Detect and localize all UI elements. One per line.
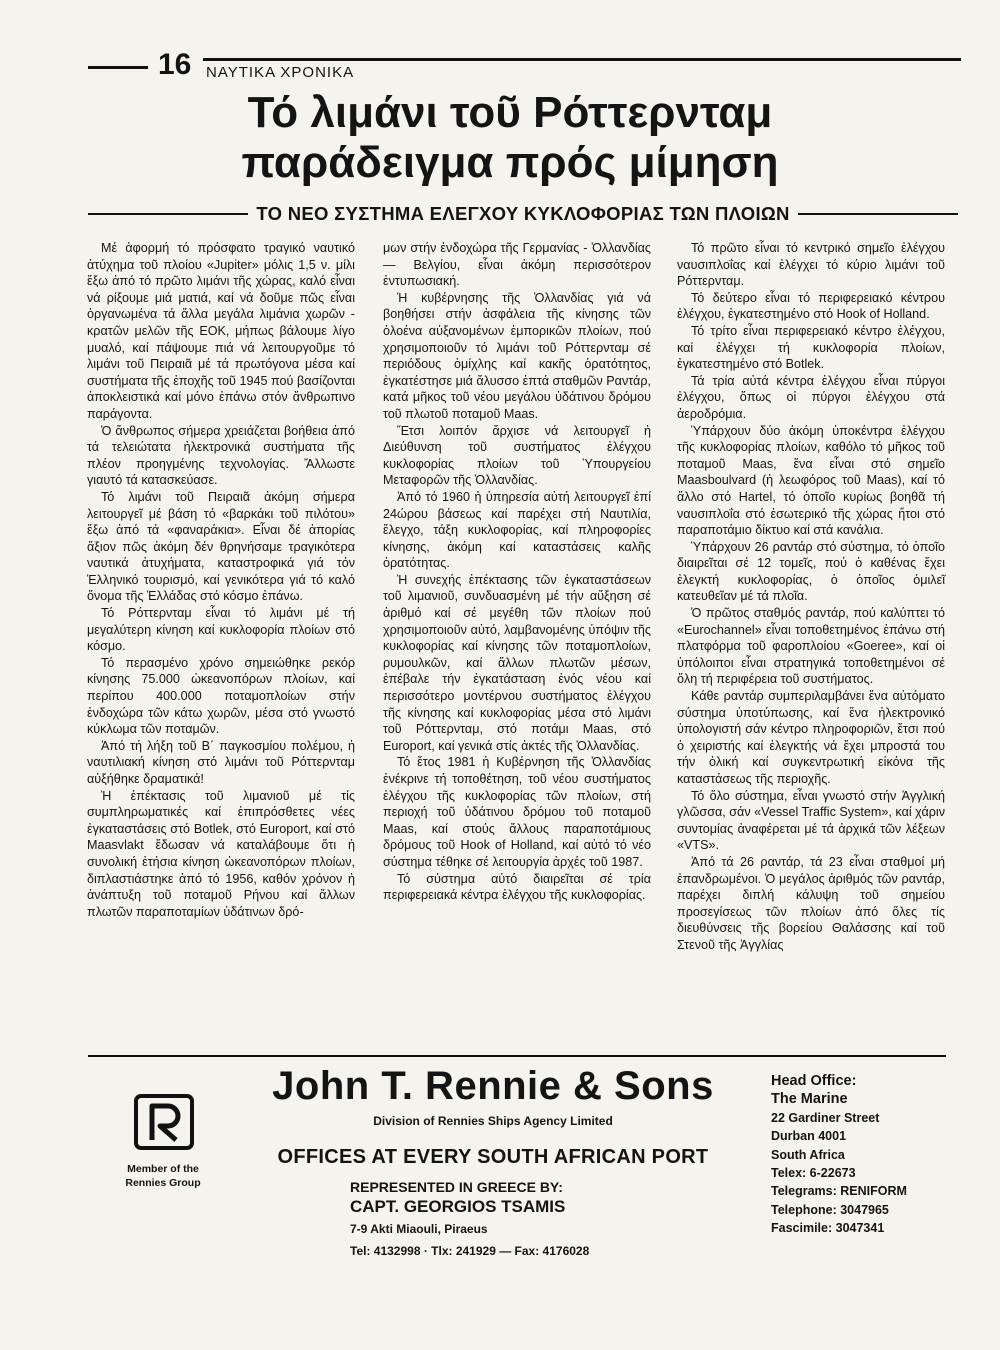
paragraph: Τό δεύτερο εἶναι τό περιφερειακό κέντρου ἐλέγχου, ἐγκατεστημένο στό Hook of Holland.: [677, 290, 945, 322]
paragraph: Ὁ ἄνθρωπος σήμερα χρειάζεται βοήθεια ἀπό τά τελειώτατα ἠλεκτρονικά συστήματα τῆς πλέον προηγμένης τεχνολογίας. Ἄλλωστε γιαυτό τά κατασκεύασε.: [87, 423, 355, 488]
paragraph: Κάθε ραντάρ συμπεριλαμβάνει ἕνα αὐτόματο σύστημα ὑποτύπωσης, καί ἕνα ἠλεκτρονικό ὑπολογιστή σάν κέντρο πληροφοριῶν, ἔτσι πού ὁ χειριστής καί ἐλεγκτής νά ἔχει μπροστά του τήν ὁλική καί συγκεντρωτική εἰκόνα τῆς καταστάσεως τῆς περιοχῆς.: [677, 689, 945, 786]
advert-separator: [88, 1055, 946, 1057]
article-title: [100, 88, 920, 188]
paragraph: Ἡ κυβέρνησης τῆς Ὀλλανδίας γιά νά βοηθήσει στήν ἀσφάλεια τῆς κίνησης τῶν ὁλοένα αὐξανομένων ἐμπορικῶν πλοίων, πού χρησιμοποιοῦν τό λιμάνι τοῦ Ρόττερνταμ σέ περιόδους ὁμίχλης καί κακῆς ὁρατότητος, ἐγκατέστησε μιά ἄλυσσο ἑπτά σταθμῶν Ραντάρ, κατά μῆκος τοῦ νέου μεγάλου ὑδάτινου δρόμου τοῦ πλωτοῦ ποταμοῦ Maas.: [383, 290, 651, 421]
ad-contacts: Tel: 4132998 · Tlx: 241929 — Fax: 4176028: [350, 1244, 590, 1258]
paragraph: Τό σύστημα αὐτό διαιρεῖται σέ τρία περιφερειακά κέντρα ἐλέγχου τῆς κυκλοφορίας.: [383, 871, 651, 903]
head-office-block: [771, 1072, 961, 1238]
head-office-name: The Marine: [771, 1091, 848, 1108]
ad-offices: OFFICES AT EVERY SOUTH AFRICAN PORT: [277, 1146, 709, 1168]
head-office-city: Durban 4001: [771, 1129, 847, 1144]
subtitle-rule-right: [798, 213, 958, 215]
paragraph: Μέ ἀφορμή τό πρόσφατο τραγικό ναυτικό ἀτύχημα τοῦ πλοίου «Jupiter» μόλις 1,5 ν. μίλι ἔξω ἀπό τό πρῶτο λιμάνι τῆς χώρας, καλό εἶναι νά ρίξουμε μιά ματιά, καί νά δοῦμε πῶς εἶναι ὀργανωμένα τά ἄλλα μεγάλα λιμάνια χωρῶν - κρατῶν μελῶν τῆς ΕΟΚ, μήπως βάλουμε λίγο μυαλό, καί πάψουμε πιά νά λειτουργοῦμε τό λιμάνι τοῦ Πειραιᾶ μέ τά πρωτόγονα μέσα καί συστήματα τῆς ἐποχῆς τοῦ 1945 πού βασίζονται ἀποκλειστικά καί μόνο ἐπάνω στόν ἄνθρωπινο παράγοντα.: [87, 241, 355, 421]
member-line: Rennies Group: [125, 1177, 201, 1189]
header-rule: [203, 58, 961, 61]
ad-represented: REPRESENTED IN GREECE BY:: [350, 1179, 563, 1195]
paragraph: Ἀπό τή λήξη τοῦ Β΄ παγκοσμίου πολέμου, ἡ ναυτιλιακή κίνηση στό λιμάνι τοῦ Ρόττερνταμ αὐξήθηκε δραματικά!: [87, 738, 355, 786]
member-line: Member of the: [127, 1163, 199, 1175]
head-office-facsimile: Fascimile: 3047341: [771, 1221, 885, 1236]
head-office-telephone: Telephone: 3047965: [771, 1202, 889, 1217]
page-number: 16: [158, 48, 192, 81]
magazine-name: ΝΑΥΤΙΚΑ ΧΡΟΝΙΚΑ: [206, 64, 355, 81]
paragraph: Τά τρία αὐτά κέντρα ἐλέγχου εἶναι πύργοι ἐλέγχου, ὅπως οἱ πύργοι ἐλέγχου στά ἀεροδρόμια.: [677, 373, 945, 421]
paragraph: Τό τρίτο εἶναι περιφερειακό κέντρο ἐλέγχου, καί ἐλέγχει τή κυκλοφορία πλοίων, ἐγκατεστημένο στό Botlek.: [677, 323, 945, 372]
subtitle-bar: [88, 202, 958, 226]
paragraph: Τό περασμένο χρόνο σημειώθηκε ρεκόρ κίνησης 75.000 ὠκεανοπόρων πλοίων, καί περίπου 400.000 ποταμοπλοίων στήν ἐνδοχώρα τῶν κάτω χωρῶν, μέσα στό γνωστό κύκλωμα τῶν ποταμῶν.: [87, 655, 355, 737]
paragraph: Τό πρῶτο εἶναι τό κεντρικό σημεῖο ἐλέγχου ναυσιπλοΐας καί ἐλέγχει τό κύριο λιμάνι τοῦ Ρόττερνταμ.: [677, 241, 945, 289]
paragraph: Τό ἔτος 1981 ἡ Κυβέρνηση τῆς Ὀλλανδίας ἐνέκρινε τή τοποθέτηση, τοῦ νέου συστήματος ἐλέγχου τῆς κυκλοφορίας τῶν πλοίων, στή περιοχή τοῦ ὑδάτινου δρόμου τοῦ ποταμοῦ Maas, καί στούς ἄλλους παραποτάμιους δρόμους τοῦ Hook of Holland, καί αὐτό τό νέο σύστημα τέθηκε σέ λειτουργία ἀρχές τοῦ 1987.: [383, 755, 651, 869]
ad-address: 7-9 Akti Miaouli, Piraeus: [350, 1222, 488, 1236]
head-office-country: South Africa: [771, 1147, 845, 1162]
title-line-1: Τό λιμάνι τοῦ Ρόττερνταμ: [247, 88, 773, 137]
text-column-2: [383, 240, 651, 904]
head-office-telex: Telex: 6-22673: [771, 1166, 856, 1181]
paragraph: Ὑπάρχουν 26 ραντάρ στό σύστημα, τό ὁποῖο διαιρεῖται σέ 12 τομεῖς, πού ὁ καθένας ἔχει ἐλεγκτή κυκλοφορίας, ὁ ὁποῖος ὁμιλεῖ κατευθεῖαν μέ τά πλοῖα.: [677, 539, 945, 604]
member-note: [100, 1162, 226, 1190]
ad-division: Division of Rennies Ships Agency Limited: [373, 1114, 613, 1128]
paragraph: Ἀπό τά 26 ραντάρ, τά 23 εἶναι σταθμοί μή ἐπανδρωμένοι. Ὁ μεγάλος ἀριθμός τῶν ραντάρ, παρέχει διπλή κάλυψη τοῦ σημείου προσεγίσεως τῶν πλοίων ἀπό ὅλες τίς διευθύνσεις τῆς βορείου Θαλάσσης καί τοῦ Στενοῦ τῆς Ἀγγλίας: [677, 854, 945, 952]
paragraph: Ὑπάρχουν δύο ἀκόμη ὑποκέντρα ἐλέγχου τῆς κυκλοφορίας πλοίων, καθόλο τό μῆκος τοῦ ποταμοῦ Maas, ἕνα εἶναι στό σημεῖο Maasboulvard (ἡ λεωφόρος τοῦ Maas), καί τό ἄλλο στό Hartel, τό ὁποῖο κυρίως βοηθᾶ τή ναυσιπλοΐα στό ἐσωτερικό τῆς χώρας ἤτοι στό παραποτάμιο δίκτυο καί στά κανάλια.: [677, 423, 945, 538]
title-line-2: παράδειγμα πρός μίμηση: [241, 138, 779, 187]
paragraph: Τό Ρόττερνταμ εἶναι τό λιμάνι μέ τή μεγαλύτερη κίνηση καί κυκλοφορία πλοίων στό κόσμο.: [87, 606, 355, 654]
head-office-telegrams: Telegrams: RENIFORM: [771, 1184, 907, 1199]
ad-company-name: John T. Rennie & Sons: [272, 1064, 714, 1108]
paragraph: μων στήν ἐνδοχώρα τῆς Γερμανίας - Ὀλλανδίας — Βελγίου, εἶναι ἀκόμη περισσότερον ἐντυπωσιακή.: [383, 241, 651, 289]
paragraph: Τό λιμάνι τοῦ Πειραιᾶ ἀκόμη σήμερα λειτουργεῖ μέ βάση τό «βαρκάκι τοῦ πιλότου» ἔξω ἀπό τά «φαναράκια». Εἶναι δέ ἀπορίας ἄξιον πῶς ἀκόμη δέν θρηνήσαμε τραγικότερα ναυτικά ἀτυχήματα, καταστροφικά γιά τόν Ἑλληνικό τουρισμό, καί γενικότερα γιά τό καλό ὄνομα τῆς Ἑλλάδας στό κόσμο ἐπάνω.: [87, 489, 355, 604]
head-office-label: Head Office:: [771, 1073, 857, 1089]
paragraph: Ἀπό τό 1960 ἡ ὑπηρεσία αὐτή λειτουργεῖ ἐπί 24ώρου βάσεως καί παρέχει στή Ναυτιλία, ἔλεγχο, τάξη κυκλοφορίας, καί πληροφορίες κίνησης, ἀκόμη καί καταστάσεις καλῆς ὁρατότητας.: [383, 489, 651, 571]
subtitle-rule-left: [88, 213, 248, 215]
head-office-street: 22 Gardiner Street: [771, 1110, 880, 1125]
rennies-logo-icon: [132, 1088, 196, 1152]
article-subtitle: ΤΟ ΝΕΟ ΣΥΣΤΗΜΑ ΕΛΕΓΧΟΥ ΚΥΚΛΟΦΟΡΙΑΣ ΤΩΝ ΠΛΟΙΩΝ: [256, 203, 790, 224]
ad-captain: CAPT. GEORGIOS TSAMIS: [350, 1197, 566, 1216]
header-left-rule: [88, 66, 148, 69]
paragraph: Τό ὅλο σύστημα, εἶναι γνωστό στήν Ἀγγλική γλῶσσα, σάν «Vessel Traffic System», καί χάριν συντομίας ἀναφέρεται μέ τά ἀρχικά τῶν λέξεων «VTS».: [677, 788, 945, 853]
text-column-3: [677, 240, 945, 954]
paragraph: Ἔτσι λοιπόν ἄρχισε νά λειτουργεῖ ἡ Διεύθυνση τοῦ συστήματος ἐλέγχου κυκλοφορίας πλοίων τοῦ Ὑπουργείου Μεταφορῶν τῆς Ὀλλανδίας.: [383, 423, 651, 488]
paragraph: Ὁ πρῶτος σταθμός ραντάρ, πού καλύπτει τό «Eurochannel» εἶναι τοποθετημένος ἐπάνω στή πλατφόρμα τοῦ φαροπλοίου «Goeree», καί οἱ ὑπόλοιποι εἶναι στρατηγικά τοποθετημένοι σέ ὅλη τή περιφέρεια τοῦ συστήματος.: [677, 606, 945, 687]
paragraph: Ἡ ἐπέκτασις τοῦ λιμανιοῦ μέ τίς συμπληρωματικές καί ἐπιπρόσθετες νέες ἐγκαταστάσεις στό Botlek, στό Europort, καί στό Maasvlakt ἔδωσαν νά καταλάβουμε ὅτι ἡ συνολική ἐτήσια κίνηση ὠκεανοπόρων πλοίων, διπλαστιάστηκε ἀπό τό 1956, καθόν χρόνον ἡ ἀνάπτυξη τοῦ ποταμοῦ Ρήνου καί ἄλλων πλωτῶν παραποταμίων ὑδάτινων δρό-: [87, 788, 355, 919]
paragraph: Ἡ συνεχής ἐπέκτασης τῶν ἐγκαταστάσεων τοῦ λιμανιοῦ, συνδυασμένη μέ τήν αὔξηση σέ ἀριθμό καί σέ μεγέθη τῶν πλοίων πού χρησιμοποιοῦν αὐτό, λαμβανομένης ὑπόψιν τῆς κυκλοφορίας καί κίνησης τῶν ποταμοπλοίων, ρυμουλκῶν, καί ἄλλων πλωτῶν μέσων, ἐπέβαλε τήν ἐγκατάσταση ἑνός νέου καί περισσότερο μοντέρνου συστήματος ἐλέγχου τῆς κίνησης καί κυκλοφορίας μέσα στό λιμάνι τοῦ Ρόττερνταμ, στό ποτάμι Maas, στό Europort, καί γενικά στίς ἀκτές τῆς Ὀλλανδίας.: [383, 572, 651, 753]
text-column-1: [87, 240, 355, 920]
